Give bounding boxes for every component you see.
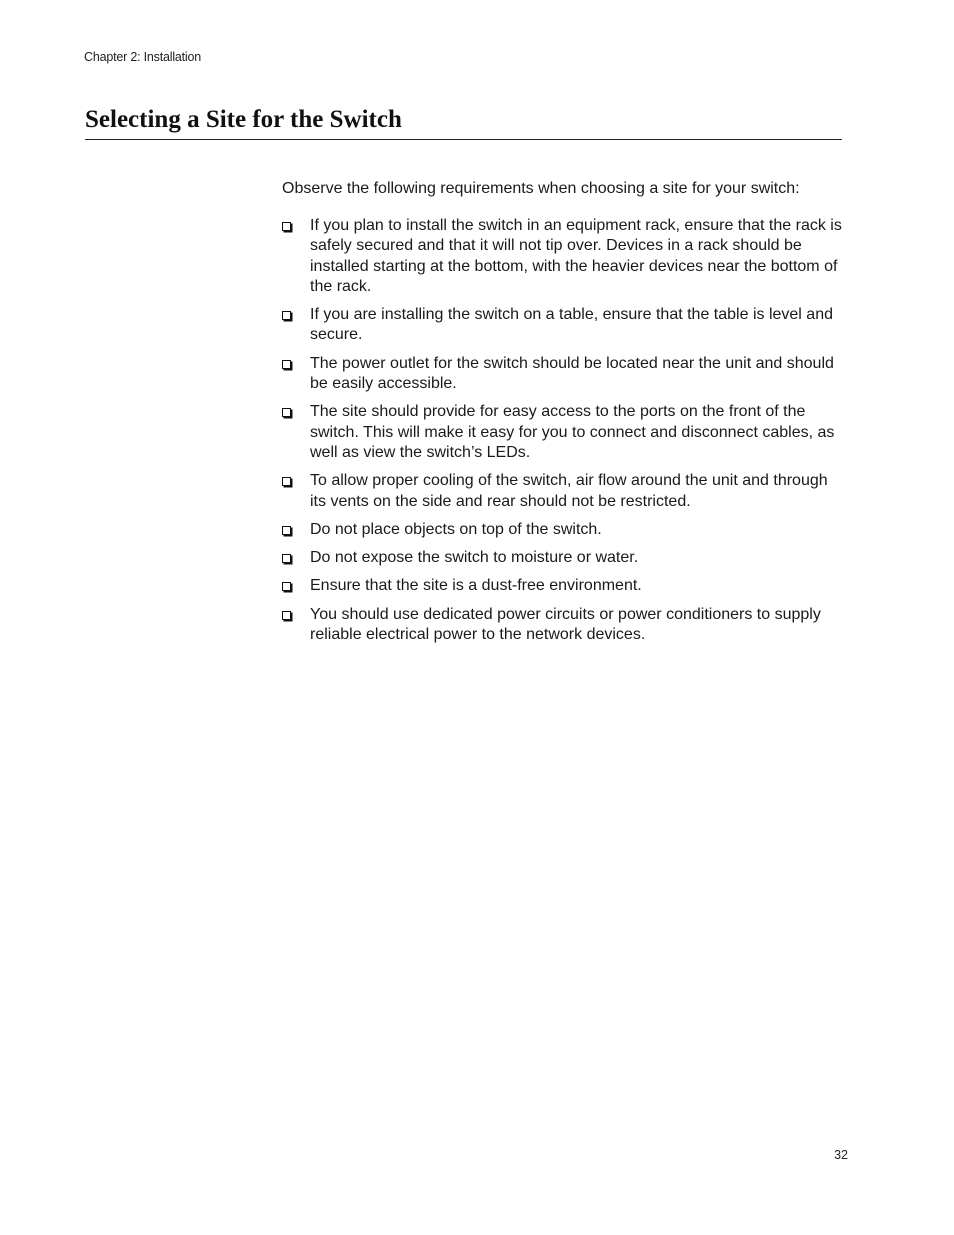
list-item: [282, 471, 842, 512]
intro-paragraph: Observe the following requirements when choosing a site for your switch:: [282, 180, 800, 197]
list-item-text: To allow proper cooling of the switch, air flow around the unit and through its vents on the side and rear should not be restricted.: [310, 472, 828, 510]
list-item-text: You should use dedicated power circuits or power conditioners to supply reliable electrical power to the network devices.: [310, 605, 821, 644]
checkbox-square-icon: [282, 360, 291, 369]
checkbox-square-icon: [282, 222, 291, 231]
list-item-text: Ensure that the site is a dust-free environment.: [310, 577, 642, 595]
checkbox-square-icon: [282, 611, 291, 620]
checkbox-square-icon: [282, 526, 291, 535]
list-item-text: If you are installing the switch on a table, ensure that the table is level and secure.: [310, 306, 833, 344]
list-item: [282, 354, 842, 395]
list-item-text: Do not expose the switch to moisture or water.: [310, 549, 639, 567]
list-item: [282, 520, 842, 540]
checkbox-square-icon: [282, 477, 291, 486]
list-item-text: The power outlet for the switch should be located near the unit and should be easily accessible.: [310, 354, 834, 393]
checkbox-square-icon: [282, 554, 291, 563]
checkbox-square-icon: [282, 311, 291, 320]
section-title: Selecting a Site for the Switch: [85, 106, 402, 133]
checkbox-square-icon: [282, 582, 291, 591]
page-number: 32: [834, 1148, 848, 1162]
list-item: [282, 548, 842, 568]
list-item: [282, 305, 842, 346]
list-item-text: Do not place objects on top of the switch.: [310, 520, 602, 538]
list-item: [282, 402, 842, 463]
list-item: [282, 216, 842, 297]
checkbox-square-icon: [282, 408, 291, 417]
title-divider: [85, 139, 842, 140]
list-item: [282, 576, 842, 596]
list-item-text: The site should provide for easy access to the ports on the front of the switch. This will make it easy for you to connect and disconnect cables, as well as view the switch’s LEDs.: [310, 403, 835, 461]
list-item: [282, 605, 842, 646]
requirements-list: [282, 216, 842, 653]
list-item-text: If you plan to install the switch in an equipment rack, ensure that the rack is safely secured and that it will not tip over. Devices in a rack should be installed starting at the bottom, with the heavier devices near the bottom of the rack.: [310, 217, 842, 295]
running-header: Chapter 2: Installation: [84, 50, 202, 64]
